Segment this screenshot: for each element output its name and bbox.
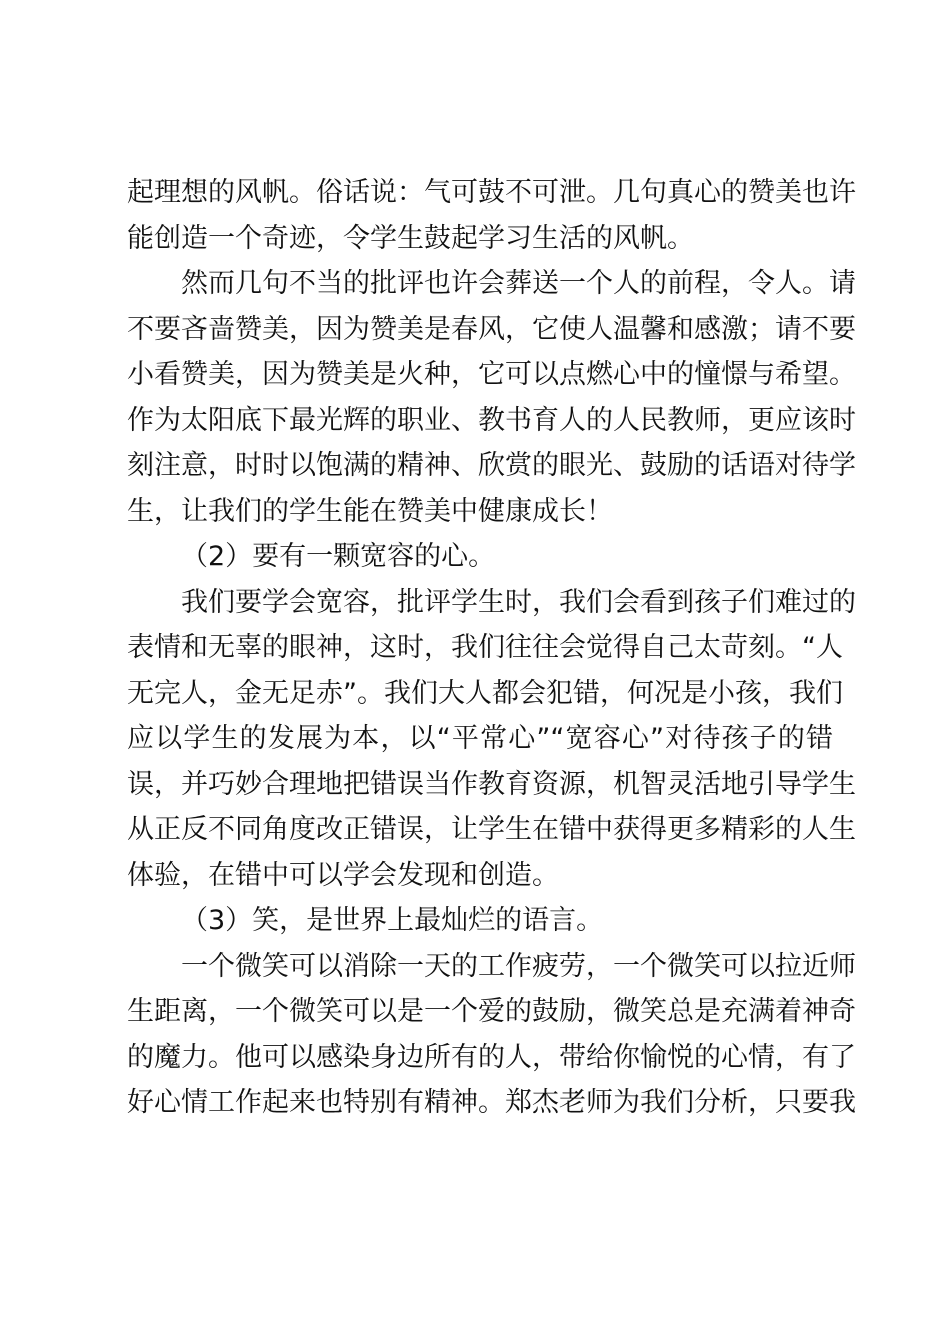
paragraph-first-line: 一个微笑可以消除一天的工作疲劳，一个微笑可以拉近师 — [181, 950, 856, 982]
text-line: 能创造一个奇迹，令学生鼓起学习生活的风帆。 — [127, 222, 694, 254]
text-line: 小看赞美，因为赞美是火种，它可以点燃心中的憧憬与希望。 — [127, 359, 856, 390]
body-text — [127, 170, 856, 1126]
section-heading-3: （3）笑，是世界上最灿烂的语言。 — [181, 905, 604, 936]
text-line: 的魔力。他可以感染身边所有的人，带给你愉悦的心情，有了 — [127, 1041, 856, 1073]
text-line: 应以学生的发展为本，以“平常心”“宽容心”对待孩子的错 — [127, 723, 833, 754]
text-line: 作为太阳底下最光辉的职业、教书育人的人民教师，更应该时 — [127, 404, 856, 436]
text-line: 好心情工作起来也特别有精神。郑杰老师为我们分析，只要我 — [127, 1087, 856, 1118]
text-line: 起理想的风帆。俗话说：气可鼓不可泄。几句真心的赞美也许 — [127, 177, 856, 208]
text-line: 表情和无辜的眼神，这时，我们往往会觉得自己太苛刻。“人 — [127, 632, 843, 663]
text-line: 从正反不同角度改正错误，让学生在错中获得更多精彩的人生 — [127, 814, 856, 845]
text-line: 刻注意，时时以饱满的精神、欣赏的眼光、鼓励的话语对待学 — [127, 450, 856, 481]
text-line: 无完人，金无足赤”。我们大人都会犯错，何况是小孩，我们 — [127, 677, 843, 709]
text-line: 误，并巧妙合理地把错误当作教育资源，机智灵活地引导学生 — [127, 768, 856, 800]
text-line: 不要吝啬赞美，因为赞美是春风，它使人温馨和感激；请不要 — [127, 313, 856, 345]
text-line: 生距离，一个微笑可以是一个爱的鼓励，微笑总是充满着神奇 — [127, 996, 856, 1027]
text-line: 体验，在错中可以学会发现和创造。 — [127, 859, 559, 891]
section-heading-2: （2）要有一颗宽容的心。 — [181, 541, 496, 572]
text-line: 生，让我们的学生能在赞美中健康成长！ — [127, 495, 613, 527]
paragraph-first-line: 我们要学会宽容，批评学生时，我们会看到孩子们难过的 — [181, 586, 856, 618]
paragraph-first-line: 然而几句不当的批评也许会葬送一个人的前程，令人。请 — [181, 268, 856, 299]
